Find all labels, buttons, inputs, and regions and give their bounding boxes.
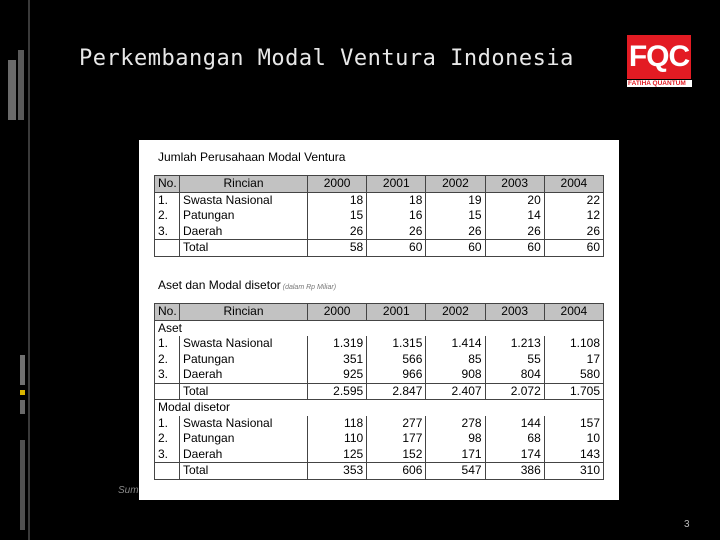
table-cell: 85 <box>426 352 485 368</box>
table-cell: Swasta Nasional <box>180 336 308 352</box>
table-cell: 1.414 <box>426 336 485 352</box>
table-aset-modal <box>154 303 604 480</box>
logo-subtitle: FATIHA QUANTUM <box>627 80 692 87</box>
company-logo <box>627 35 693 97</box>
table-cell: 20 <box>485 192 544 208</box>
table-cell <box>155 240 180 257</box>
table-cell: Total <box>180 240 308 257</box>
table-cell <box>155 383 180 400</box>
vertical-divider <box>28 0 30 540</box>
table-cell: 60 <box>485 240 544 257</box>
table-cell: 60 <box>544 240 603 257</box>
table-cell: Daerah <box>180 447 308 463</box>
table-cell: 925 <box>308 367 367 383</box>
table-cell: 908 <box>426 367 485 383</box>
table-cell <box>155 463 180 480</box>
table-cell: 144 <box>485 416 544 432</box>
table-cell: 353 <box>308 463 367 480</box>
column-header: No. <box>155 176 180 193</box>
table-cell: Patungan <box>180 352 308 368</box>
column-header: 2000 <box>308 176 367 193</box>
table-cell: 966 <box>367 367 426 383</box>
table-cell: 125 <box>308 447 367 463</box>
column-header: 2002 <box>426 304 485 321</box>
table-cell: Total <box>180 383 308 400</box>
table-row <box>155 447 604 463</box>
table-cell: 98 <box>426 431 485 447</box>
table-cell: Daerah <box>180 367 308 383</box>
table-cell: 310 <box>544 463 603 480</box>
table-cell: 55 <box>485 352 544 368</box>
table-cell: 26 <box>544 224 603 240</box>
table-cell: 2.407 <box>426 383 485 400</box>
table-total-row <box>155 463 604 480</box>
table-cell: 26 <box>308 224 367 240</box>
table-cell: 18 <box>308 192 367 208</box>
decor-bar <box>20 440 25 530</box>
slide-title: Perkembangan Modal Ventura Indonesia <box>79 46 574 71</box>
table-cell: 15 <box>426 208 485 224</box>
table-cell: Patungan <box>180 208 308 224</box>
table-cell: 1.213 <box>485 336 544 352</box>
table-row <box>155 336 604 352</box>
source-label: Sum <box>118 485 139 496</box>
table-cell: 278 <box>426 416 485 432</box>
table-row <box>155 208 604 224</box>
table-cell: Total <box>180 463 308 480</box>
table2-title-note: (dalam Rp Miliar) <box>282 284 337 291</box>
table-cell: 10 <box>544 431 603 447</box>
table-section-row <box>155 320 604 336</box>
table-cell: 26 <box>485 224 544 240</box>
table-cell: 177 <box>367 431 426 447</box>
table-cell: 15 <box>308 208 367 224</box>
table2-title <box>158 278 336 292</box>
decor-bar <box>8 60 16 120</box>
table-cell: 3. <box>155 367 180 383</box>
table-cell: 58 <box>308 240 367 257</box>
table-cell: 14 <box>485 208 544 224</box>
table2-title-text: Aset dan Modal disetor <box>158 278 281 292</box>
table-row <box>155 192 604 208</box>
column-header: 2004 <box>544 176 603 193</box>
table-cell: 2.595 <box>308 383 367 400</box>
column-header: 2003 <box>485 176 544 193</box>
table-cell: Daerah <box>180 224 308 240</box>
logo-mark: FQC <box>627 35 691 79</box>
column-header: 2004 <box>544 304 603 321</box>
decor-bar <box>20 355 25 385</box>
table-cell: 1. <box>155 336 180 352</box>
table-jumlah-perusahaan <box>154 175 604 257</box>
table-cell: 1.108 <box>544 336 603 352</box>
table-cell: 18 <box>367 192 426 208</box>
table-row <box>155 352 604 368</box>
table-image <box>139 140 619 500</box>
table-cell: 1.319 <box>308 336 367 352</box>
table-total-row <box>155 383 604 400</box>
table-cell: 12 <box>544 208 603 224</box>
column-header: Rincian <box>180 176 308 193</box>
column-header: 2000 <box>308 304 367 321</box>
table-cell: 22 <box>544 192 603 208</box>
table-cell: 1.315 <box>367 336 426 352</box>
table-cell: 804 <box>485 367 544 383</box>
table-cell: 110 <box>308 431 367 447</box>
table-cell: 174 <box>485 447 544 463</box>
table-header-row <box>155 176 604 193</box>
table-total-row <box>155 240 604 257</box>
table-cell: 171 <box>426 447 485 463</box>
table-cell: 3. <box>155 447 180 463</box>
table-cell: 157 <box>544 416 603 432</box>
table-cell: 60 <box>426 240 485 257</box>
page-number: 3 <box>684 519 690 530</box>
section-label: Modal disetor <box>155 400 604 416</box>
table-cell: 2. <box>155 431 180 447</box>
table-row <box>155 431 604 447</box>
left-decoration <box>0 0 30 540</box>
table-cell: 386 <box>485 463 544 480</box>
column-header: 2002 <box>426 176 485 193</box>
table-header-row <box>155 304 604 321</box>
table-cell: 1. <box>155 192 180 208</box>
column-header: 2001 <box>367 304 426 321</box>
column-header: 2001 <box>367 176 426 193</box>
table-cell: 152 <box>367 447 426 463</box>
table-cell: 2. <box>155 208 180 224</box>
table-cell: 547 <box>426 463 485 480</box>
table-cell: 566 <box>367 352 426 368</box>
table-cell: 580 <box>544 367 603 383</box>
column-header: 2003 <box>485 304 544 321</box>
table-cell: 606 <box>367 463 426 480</box>
table-section-row <box>155 400 604 416</box>
decor-bar <box>18 50 24 120</box>
table-cell: 2.847 <box>367 383 426 400</box>
table-row <box>155 224 604 240</box>
table-cell: 118 <box>308 416 367 432</box>
table-cell: 3. <box>155 224 180 240</box>
table-cell: 17 <box>544 352 603 368</box>
table-cell: 2. <box>155 352 180 368</box>
table-cell: 19 <box>426 192 485 208</box>
column-header: Rincian <box>180 304 308 321</box>
column-header: No. <box>155 304 180 321</box>
decor-bar <box>20 400 25 414</box>
table-cell: 2.072 <box>485 383 544 400</box>
table-cell: 26 <box>367 224 426 240</box>
table-cell: Swasta Nasional <box>180 192 308 208</box>
table-cell: Swasta Nasional <box>180 416 308 432</box>
table-cell: Patungan <box>180 431 308 447</box>
table1-title: Jumlah Perusahaan Modal Ventura <box>158 150 346 164</box>
table-cell: 68 <box>485 431 544 447</box>
table-cell: 143 <box>544 447 603 463</box>
table-cell: 1.705 <box>544 383 603 400</box>
table-row <box>155 367 604 383</box>
section-label: Aset <box>155 320 604 336</box>
table-row <box>155 416 604 432</box>
table-cell: 16 <box>367 208 426 224</box>
table-cell: 1. <box>155 416 180 432</box>
table-cell: 351 <box>308 352 367 368</box>
table-cell: 60 <box>367 240 426 257</box>
table-cell: 26 <box>426 224 485 240</box>
table-cell: 277 <box>367 416 426 432</box>
decor-dot <box>20 390 25 395</box>
